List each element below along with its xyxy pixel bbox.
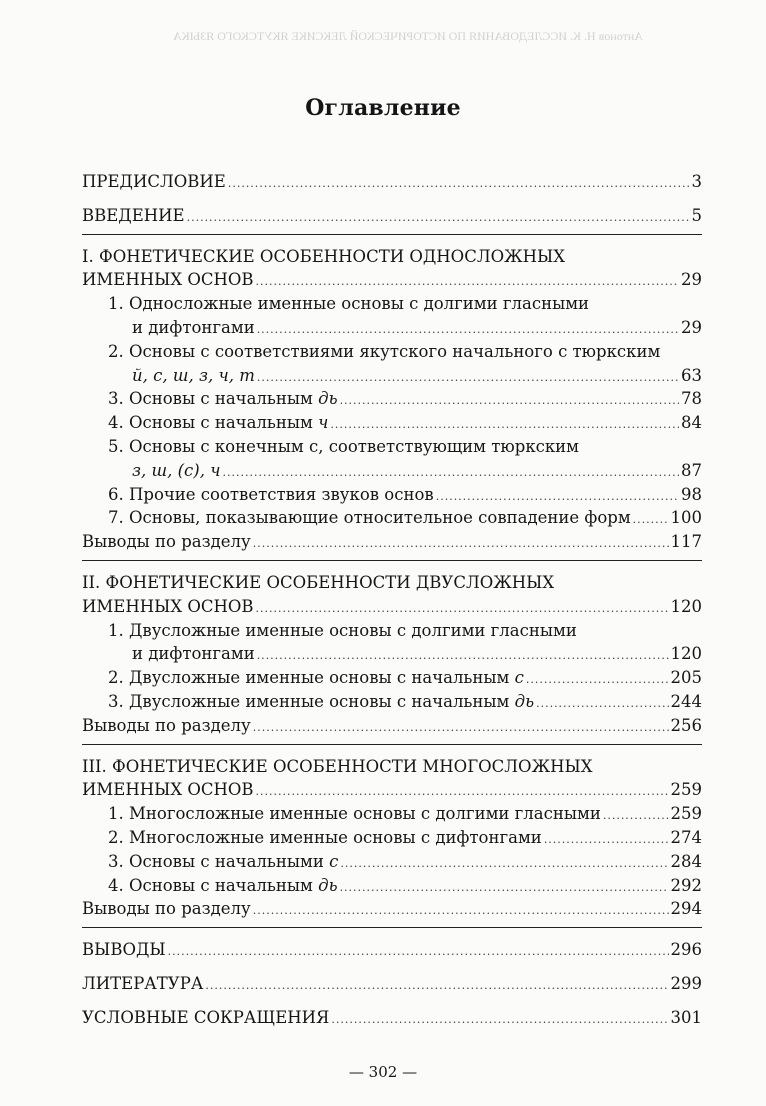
divider	[82, 744, 702, 755]
toc-entry[interactable]: 4. Основы с начальным ч ..... 84	[82, 411, 702, 435]
bleed-through-header: Антонов Н. К. ИССЛЕДОВАНИЯ ПО ИСТОРИЧЕСКОЙ ЛЕКСИКЕ ЯКУТСКОГО ЯЗЫКА	[173, 29, 643, 43]
toc-entry[interactable]: ИМЕННЫХ ОСНОВ ..... 29	[82, 268, 702, 292]
toc-entry[interactable]: ВЫВОДЫ ..... 296	[82, 938, 702, 962]
toc-entry[interactable]: I. ФОНЕТИЧЕСКИЕ ОСОБЕННОСТИ ОДНОСЛОЖНЫХ	[82, 246, 566, 266]
divider	[82, 560, 702, 571]
toc-entry[interactable]: 7. Основы, показывающие относительное совпадение форм ..... 100	[82, 506, 702, 530]
toc-entry[interactable]: 6. Прочие соответствия звуков основ ..... 98	[82, 483, 702, 507]
toc-entry[interactable]: 3. Основы с начальными с ..... 284	[82, 850, 702, 874]
toc-entry[interactable]: 2. Многосложные именные основы с дифтонгами ..... 274	[82, 826, 702, 850]
toc-entry[interactable]: ЛИТЕРАТУРА ..... 299	[82, 972, 702, 996]
toc-entry[interactable]: ПРЕДИСЛОВИЕ ..... 3	[82, 170, 702, 194]
toc-entry[interactable]: 2. Двусложные именные основы с начальным с ..... 205	[82, 666, 702, 690]
toc-entry[interactable]: II. ФОНЕТИЧЕСКИЕ ОСОБЕННОСТИ ДВУСЛОЖНЫХ	[82, 572, 555, 592]
toc-entry[interactable]: 1. Двусложные именные основы с долгими гласными	[108, 620, 577, 640]
toc-entry[interactable]: 3. Основы с начальным дь ..... 78	[82, 387, 702, 411]
toc-entry[interactable]: 5. Основы с конечным с, соответствующим тюркским	[108, 436, 580, 456]
toc-entry[interactable]: и дифтонгами ..... 29	[82, 316, 702, 340]
toc-entry[interactable]: УСЛОВНЫЕ СОКРАЩЕНИЯ ..... 301	[82, 1006, 702, 1030]
page-title: Оглавление	[305, 95, 461, 121]
toc-entry[interactable]: з, ш, (с), ч ..... 87	[82, 459, 702, 483]
toc-entry[interactable]: III. ФОНЕТИЧЕСКИЕ ОСОБЕННОСТИ МНОГОСЛОЖНЫХ	[82, 756, 593, 776]
divider	[82, 927, 702, 938]
toc-entry[interactable]: 2. Основы с соответствиями якутского начального с тюркским	[108, 341, 661, 361]
toc-entry[interactable]: Выводы по разделу ..... 294	[82, 897, 702, 921]
table-of-contents	[82, 170, 702, 1030]
toc-entry[interactable]: 1. Односложные именные основы с долгими гласными	[108, 294, 590, 314]
toc-entry[interactable]: Выводы по разделу ..... 256	[82, 714, 702, 738]
divider	[82, 234, 702, 245]
toc-entry[interactable]: 3. Двусложные именные основы с начальным дь ..... 244	[82, 690, 702, 714]
toc-entry[interactable]: ИМЕННЫХ ОСНОВ ..... 120	[82, 595, 702, 619]
toc-entry[interactable]: ВВЕДЕНИЕ ..... 5	[82, 204, 702, 228]
toc-entry[interactable]: Выводы по разделу ..... 117	[82, 530, 702, 554]
toc-entry[interactable]: й, с, ш, з, ч, т ..... 63	[82, 364, 702, 388]
toc-entry[interactable]: 1. Многосложные именные основы с долгими гласными ..... 259	[82, 802, 702, 826]
toc-entry[interactable]: и дифтонгами ..... 120	[82, 642, 702, 666]
toc-entry[interactable]: ИМЕННЫХ ОСНОВ ..... 259	[82, 778, 702, 802]
page-number: — 302 —	[348, 1063, 418, 1081]
toc-entry[interactable]: 4. Основы с начальным дь ..... 292	[82, 874, 702, 898]
